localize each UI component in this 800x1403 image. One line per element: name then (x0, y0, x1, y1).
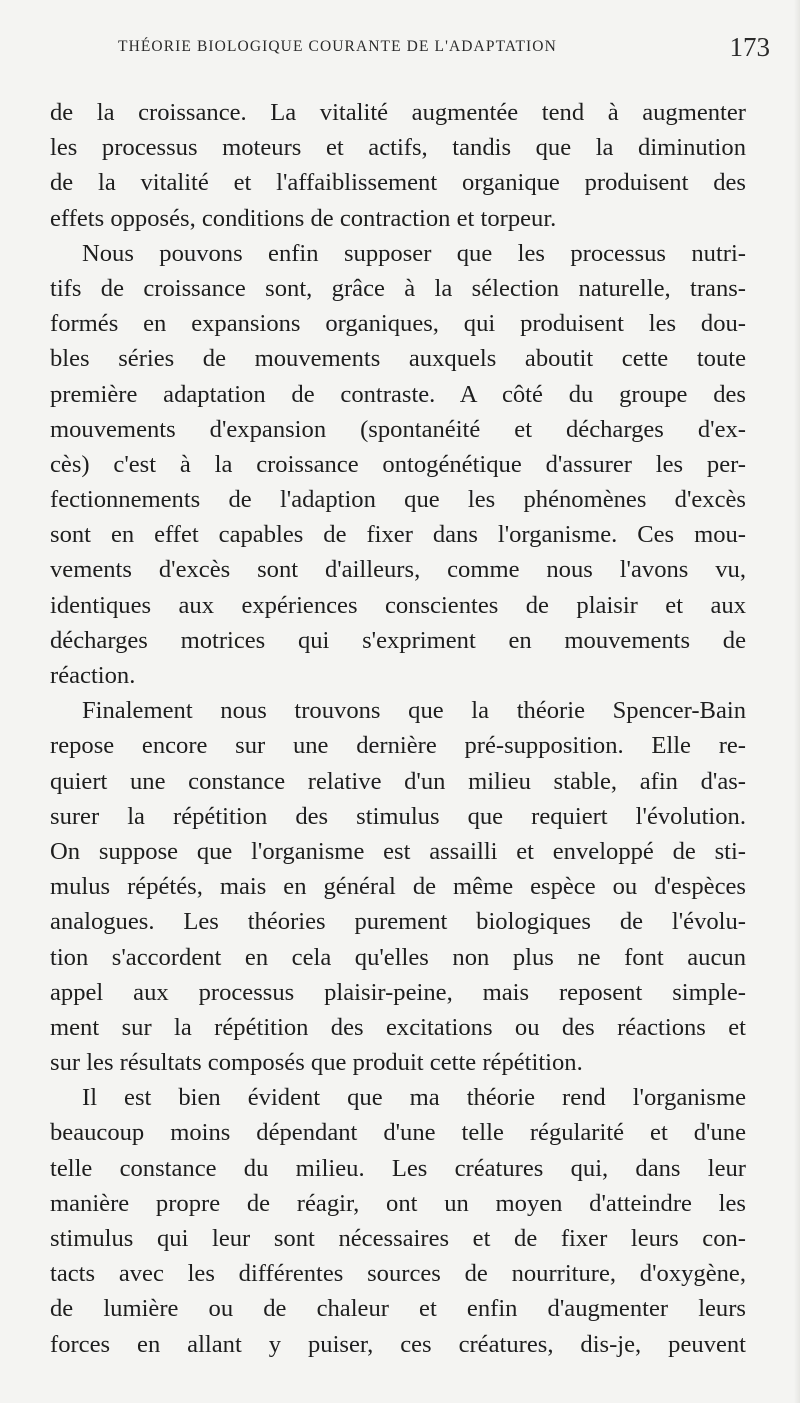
text-line: sur les résultats composés que produit cette répétition. (50, 1049, 583, 1077)
text-line: appel aux processus plaisir-peine, mais reposent simple- (50, 978, 746, 1006)
text-line: bles séries de mouvements auxquels aboutit cette toute (50, 345, 746, 373)
text-line: tacts avec les différentes sources de nourriture, d'oxygène, (50, 1260, 746, 1288)
text-line: telle constance du milieu. Les créatures qui, dans leur (50, 1154, 746, 1182)
text-line: ment sur la répétition des excitations ou des réactions et (50, 1013, 746, 1041)
text-line: quiert une constance relative d'un milieu stable, afin d'as- (50, 767, 746, 795)
text-line: identiques aux expériences conscientes de plaisir et aux (50, 591, 746, 619)
text-line: sont en effet capables de fixer dans l'organisme. Ces mou- (50, 521, 746, 549)
page-number: 173 (729, 32, 770, 62)
text-line: vements d'excès sont d'ailleurs, comme nous l'avons vu, (50, 556, 746, 584)
text-line: de la vitalité et l'affaiblissement organique produisent des (50, 169, 746, 197)
text-line: mouvements d'expansion (spontanéité et décharges d'ex- (50, 415, 746, 443)
text-line: première adaptation de contraste. A côté du groupe des (50, 380, 746, 408)
text-line: formés en expansions organiques, qui produisent les dou- (50, 310, 746, 338)
text-line: forces en allant y puiser, ces créatures, dis-je, peuvent (50, 1330, 746, 1358)
text-line: manière propre de réagir, ont un moyen d'atteindre les (50, 1189, 746, 1217)
text-line: Il est bien évident que ma théorie rend l'organisme (82, 1084, 746, 1112)
text-line: stimulus qui leur sont nécessaires et de fixer leurs con- (50, 1225, 746, 1252)
text-line: tifs de croissance sont, grâce à la sélection naturelle, trans- (50, 274, 746, 302)
text-line: beaucoup moins dépendant d'une telle régularité et d'une (50, 1119, 746, 1147)
text-line: cès) c'est à la croissance ontogénétique d'assurer les per- (50, 450, 746, 478)
scan-edge-shadow (794, 0, 800, 1403)
text-line: décharges motrices qui s'expriment en mouvements de (50, 626, 746, 654)
text-line: mulus répétés, mais en général de même espèce ou d'espèces (50, 873, 746, 901)
text-line: surer la répétition des stimulus que requiert l'évolution. (50, 802, 746, 830)
text-line: repose encore sur une dernière pré-supposition. Elle re- (50, 732, 746, 760)
text-line: de la croissance. La vitalité augmentée tend à augmenter (50, 99, 746, 126)
running-title: THÉORIE BIOLOGIQUE COURANTE DE L'ADAPTATION (118, 38, 557, 55)
page-header (50, 32, 770, 74)
text-line: On suppose que l'organisme est assailli et enveloppé de sti- (50, 837, 746, 865)
text-line: tion s'accordent en cela qu'elles non plus ne font aucun (50, 943, 746, 971)
text-line: effets opposés, conditions de contraction et torpeur. (50, 204, 557, 232)
text-line: les processus moteurs et actifs, tandis que la diminution (50, 134, 746, 162)
text-line: réaction. (50, 662, 136, 689)
text-line: Finalement nous trouvons que la théorie Spencer-Bain (82, 697, 746, 725)
text-line: de lumière ou de chaleur et enfin d'augmenter leurs (50, 1295, 746, 1323)
text-line: Nous pouvons enfin supposer que les processus nutri- (82, 239, 746, 267)
text-line: fectionnements de l'adaption que les phénomènes d'excès (50, 486, 746, 514)
body-text (50, 95, 746, 1362)
text-line: analogues. Les théories purement biologiques de l'évolu- (50, 908, 746, 936)
